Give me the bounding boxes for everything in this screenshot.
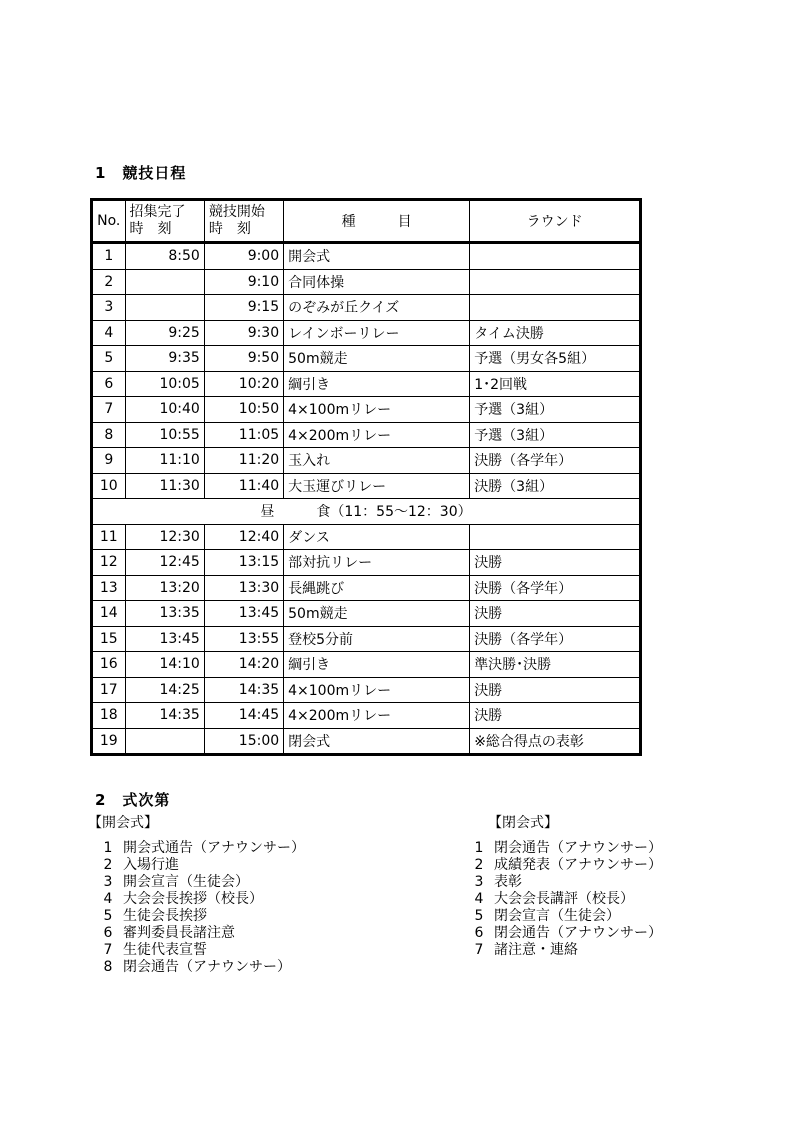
- start-time: 13:45: [204, 601, 283, 627]
- start-time: 13:55: [204, 626, 283, 652]
- item-number: 4: [103, 891, 113, 907]
- list-item: [97, 908, 305, 925]
- item-text: 開会式通告（アナウンサー）: [123, 840, 305, 856]
- event-name: 綱引き: [284, 371, 470, 397]
- round-name: [470, 243, 641, 270]
- start-time: 9:10: [204, 269, 283, 295]
- event-name: 開会式: [284, 243, 470, 270]
- item-text: 表彰: [494, 874, 522, 890]
- start-time: 9:15: [204, 295, 283, 321]
- row-no: 12: [92, 550, 126, 576]
- row-no: 7: [92, 397, 126, 423]
- item-number: 1: [474, 840, 484, 856]
- row-no: 4: [92, 320, 126, 346]
- list-item: [468, 857, 662, 874]
- call-time: 10:05: [125, 371, 204, 397]
- item-number: 6: [474, 925, 484, 941]
- table-row: [92, 728, 641, 755]
- round-name: 決勝（各学年）: [470, 448, 641, 474]
- round-name: タイム決勝: [470, 320, 641, 346]
- table-row: [92, 448, 641, 474]
- call-time: 10:55: [125, 422, 204, 448]
- item-text: 成績発表（アナウンサー）: [494, 857, 662, 873]
- call-time: 12:45: [125, 550, 204, 576]
- event-name: 玉入れ: [284, 448, 470, 474]
- table-row: [92, 677, 641, 703]
- round-name: 決勝（各学年）: [470, 626, 641, 652]
- item-text: 生徒会長挨拶: [123, 908, 207, 924]
- row-no: 5: [92, 346, 126, 372]
- table-row: [92, 295, 641, 321]
- list-item: [97, 942, 305, 959]
- item-number: 8: [103, 959, 113, 975]
- call-time: 9:35: [125, 346, 204, 372]
- call-time: 11:10: [125, 448, 204, 474]
- item-number: 7: [103, 942, 113, 958]
- list-item: [468, 925, 662, 942]
- call-time: [125, 295, 204, 321]
- header-event: 種 目: [284, 200, 470, 243]
- table-row: [92, 371, 641, 397]
- start-time: 9:30: [204, 320, 283, 346]
- lunch-break: 昼 食（11：55～12：30）: [92, 499, 641, 525]
- table-row: [92, 397, 641, 423]
- call-time: 13:35: [125, 601, 204, 627]
- round-name: 決勝（各学年）: [470, 575, 641, 601]
- item-text: 諸注意・連絡: [494, 942, 578, 958]
- list-item: [468, 942, 662, 959]
- table-row: [92, 346, 641, 372]
- row-no: 10: [92, 473, 126, 499]
- start-time: 13:15: [204, 550, 283, 576]
- event-name: レインボーリレー: [284, 320, 470, 346]
- event-name: 長縄跳び: [284, 575, 470, 601]
- item-text: 閉会通告（アナウンサー）: [123, 959, 291, 975]
- start-time: 11:40: [204, 473, 283, 499]
- round-name: 予選（男女各5組）: [470, 346, 641, 372]
- row-no: 9: [92, 448, 126, 474]
- row-no: 1: [92, 243, 126, 270]
- event-name: 合同体操: [284, 269, 470, 295]
- round-name: 決勝: [470, 601, 641, 627]
- item-text: 閉会通告（アナウンサー）: [494, 925, 662, 941]
- header-round: ラウンド: [470, 200, 641, 243]
- round-name: 決勝: [470, 703, 641, 729]
- table-row: [92, 626, 641, 652]
- round-name: 1･2回戦: [470, 371, 641, 397]
- item-text: 入場行進: [123, 857, 179, 873]
- table-row: [92, 269, 641, 295]
- opening-ceremony-label: 【開会式】: [88, 815, 158, 831]
- start-time: 10:20: [204, 371, 283, 397]
- item-text: 大会会長挨拶（校長）: [123, 891, 263, 907]
- section-2-title: 2 式次第: [95, 791, 171, 809]
- table-row: [92, 320, 641, 346]
- item-number: 2: [103, 857, 113, 873]
- item-text: 閉会通告（アナウンサー）: [494, 840, 662, 856]
- event-name: 4×200mリレー: [284, 703, 470, 729]
- item-text: 審判委員長諸注意: [123, 925, 235, 941]
- call-time: [125, 728, 204, 755]
- start-time: 13:30: [204, 575, 283, 601]
- row-no: 3: [92, 295, 126, 321]
- event-name: 4×200mリレー: [284, 422, 470, 448]
- event-name: のぞみが丘クイズ: [284, 295, 470, 321]
- call-time: 13:45: [125, 626, 204, 652]
- list-item: [97, 891, 305, 908]
- round-name: 準決勝･決勝: [470, 652, 641, 678]
- item-number: 5: [103, 908, 113, 924]
- event-name: 綱引き: [284, 652, 470, 678]
- start-time: 15:00: [204, 728, 283, 755]
- row-no: 2: [92, 269, 126, 295]
- table-row: [92, 601, 641, 627]
- closing-ceremony-list: [468, 840, 662, 959]
- item-text: 生徒代表宣誓: [123, 942, 207, 958]
- item-number: 7: [474, 942, 484, 958]
- table-row: [92, 703, 641, 729]
- item-text: 開会宣言（生徒会）: [123, 874, 249, 890]
- schedule-table: [90, 198, 642, 756]
- call-time: 14:35: [125, 703, 204, 729]
- list-item: [97, 959, 305, 976]
- round-name: [470, 269, 641, 295]
- header-start-time: 競技開始 時 刻: [204, 200, 283, 243]
- list-item: [97, 840, 305, 857]
- item-number: 2: [474, 857, 484, 873]
- start-time: 14:35: [204, 677, 283, 703]
- row-no: 17: [92, 677, 126, 703]
- event-name: 4×100mリレー: [284, 677, 470, 703]
- lunch-row: [92, 499, 641, 525]
- event-name: 大玉運びリレー: [284, 473, 470, 499]
- round-name: ※総合得点の表彰: [470, 728, 641, 755]
- row-no: 16: [92, 652, 126, 678]
- round-name: [470, 295, 641, 321]
- row-no: 18: [92, 703, 126, 729]
- start-time: 12:40: [204, 524, 283, 550]
- event-name: 閉会式: [284, 728, 470, 755]
- table-row: [92, 575, 641, 601]
- table-row: [92, 422, 641, 448]
- call-time: [125, 269, 204, 295]
- call-time: 8:50: [125, 243, 204, 270]
- list-item: [468, 908, 662, 925]
- round-name: 決勝（3組）: [470, 473, 641, 499]
- item-number: 3: [103, 874, 113, 890]
- item-text: 閉会宣言（生徒会）: [494, 908, 620, 924]
- item-number: 4: [474, 891, 484, 907]
- opening-ceremony-list: [97, 840, 305, 976]
- item-number: 3: [474, 874, 484, 890]
- call-time: 12:30: [125, 524, 204, 550]
- row-no: 13: [92, 575, 126, 601]
- event-name: 登校5分前: [284, 626, 470, 652]
- call-time: 11:30: [125, 473, 204, 499]
- call-time: 14:10: [125, 652, 204, 678]
- start-time: 11:20: [204, 448, 283, 474]
- start-time: 14:45: [204, 703, 283, 729]
- schedule-header-row: [92, 200, 641, 243]
- round-name: 決勝: [470, 677, 641, 703]
- event-name: 4×100mリレー: [284, 397, 470, 423]
- start-time: 9:00: [204, 243, 283, 270]
- row-no: 11: [92, 524, 126, 550]
- round-name: [470, 524, 641, 550]
- start-time: 14:20: [204, 652, 283, 678]
- list-item: [97, 874, 305, 891]
- row-no: 14: [92, 601, 126, 627]
- call-time: 13:20: [125, 575, 204, 601]
- row-no: 15: [92, 626, 126, 652]
- list-item: [97, 857, 305, 874]
- round-name: 決勝: [470, 550, 641, 576]
- list-item: [468, 874, 662, 891]
- call-time: 10:40: [125, 397, 204, 423]
- row-no: 8: [92, 422, 126, 448]
- start-time: 11:05: [204, 422, 283, 448]
- item-number: 1: [103, 840, 113, 856]
- table-row: [92, 243, 641, 270]
- start-time: 9:50: [204, 346, 283, 372]
- list-item: [468, 891, 662, 908]
- table-row: [92, 550, 641, 576]
- row-no: 6: [92, 371, 126, 397]
- header-call-time: 招集完了 時 刻: [125, 200, 204, 243]
- list-item: [468, 840, 662, 857]
- start-time: 10:50: [204, 397, 283, 423]
- table-row: [92, 473, 641, 499]
- event-name: 50m競走: [284, 601, 470, 627]
- list-item: [97, 925, 305, 942]
- item-number: 6: [103, 925, 113, 941]
- call-time: 14:25: [125, 677, 204, 703]
- call-time: 9:25: [125, 320, 204, 346]
- event-name: 部対抗リレー: [284, 550, 470, 576]
- header-no: No.: [92, 200, 126, 243]
- event-name: 50m競走: [284, 346, 470, 372]
- row-no: 19: [92, 728, 126, 755]
- closing-ceremony-label: 【閉会式】: [488, 815, 558, 831]
- round-name: 予選（3組）: [470, 422, 641, 448]
- table-row: [92, 524, 641, 550]
- section-1-title: 1 競技日程: [95, 164, 187, 182]
- item-number: 5: [474, 908, 484, 924]
- round-name: 予選（3組）: [470, 397, 641, 423]
- event-name: ダンス: [284, 524, 470, 550]
- item-text: 大会会長講評（校長）: [494, 891, 634, 907]
- table-row: [92, 652, 641, 678]
